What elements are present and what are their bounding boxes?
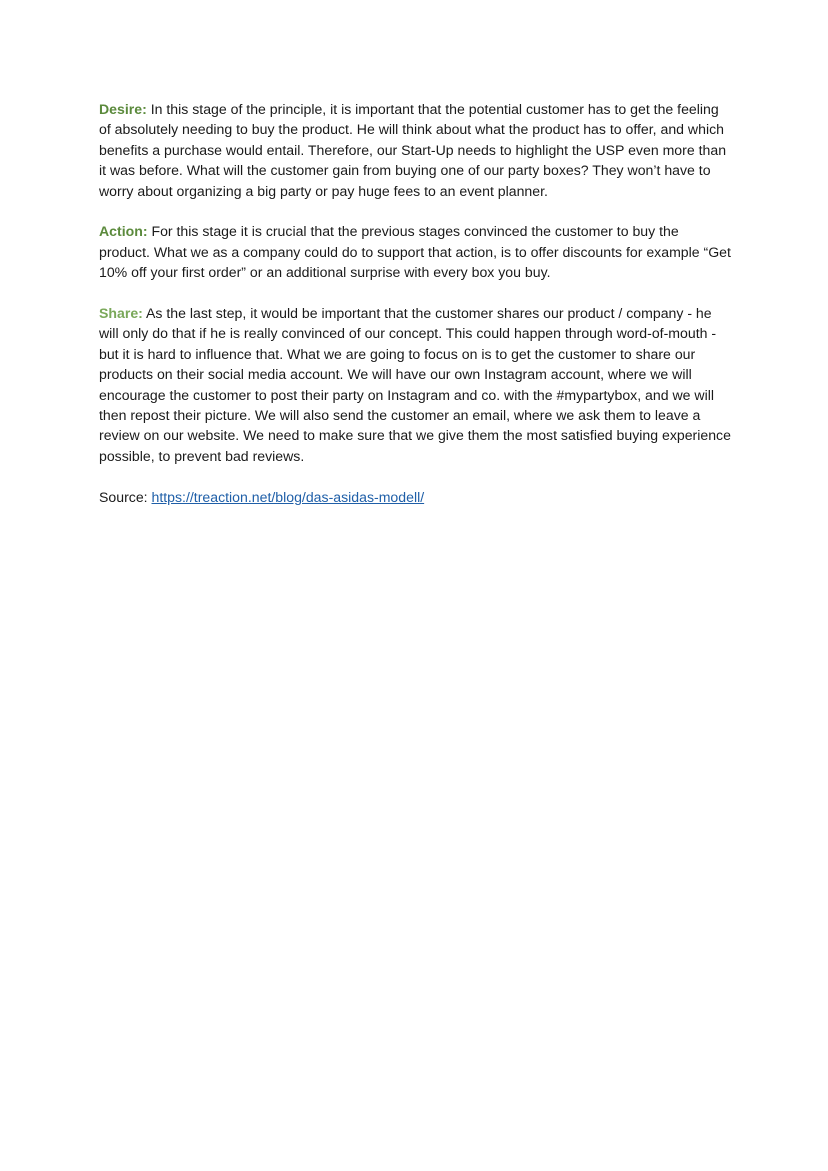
section-heading-share: Share:	[99, 305, 143, 322]
source-line	[99, 487, 731, 507]
section-desire	[99, 99, 731, 201]
section-text-action: For this stage it is crucial that the previous stages convinced the customer to buy the product. What we as a company could do to support that action, is to offer discounts for example “Get 10% off your first order” or an additional surprise with every box you buy.	[99, 223, 731, 281]
document-body	[99, 99, 731, 527]
section-text-desire: In this stage of the principle, it is important that the potential customer has to get the feeling of absolutely needing to buy the product. He will think about what the product has to offer, and which benefits a purchase would entail. Therefore, our Start-Up needs to highlight the USP even more than it was before. What will the customer gain from buying one of our party boxes? They won’t have to worry about organizing a big party or pay huge fees to an event planner.	[99, 101, 727, 199]
section-heading-desire: Desire:	[99, 101, 147, 117]
section-action	[99, 221, 731, 282]
section-heading-action: Action:	[99, 223, 148, 240]
source-label: Source:	[99, 488, 152, 505]
section-share	[99, 303, 731, 466]
section-text-share: As the last step, it would be important that the customer shares our product / company - he will only do that if he is really convinced of our concept. This could happen through word-of-mouth - but it is hard to influence that. What we are going to focus on is to get the customer to share our products on their social media account. We will have our own Instagram account, where we will encourage the customer to post their party on Instagram and co. with the #mypartybox, and we will then repost their picture. We will also send the customer an email, where we ask them to leave a review on our website. We need to make sure that we give them the most satisfied buying experience possible, to prevent bad reviews.	[99, 305, 731, 464]
source-link[interactable]: https://treaction.net/blog/das-asidas-modell/	[151, 488, 425, 505]
